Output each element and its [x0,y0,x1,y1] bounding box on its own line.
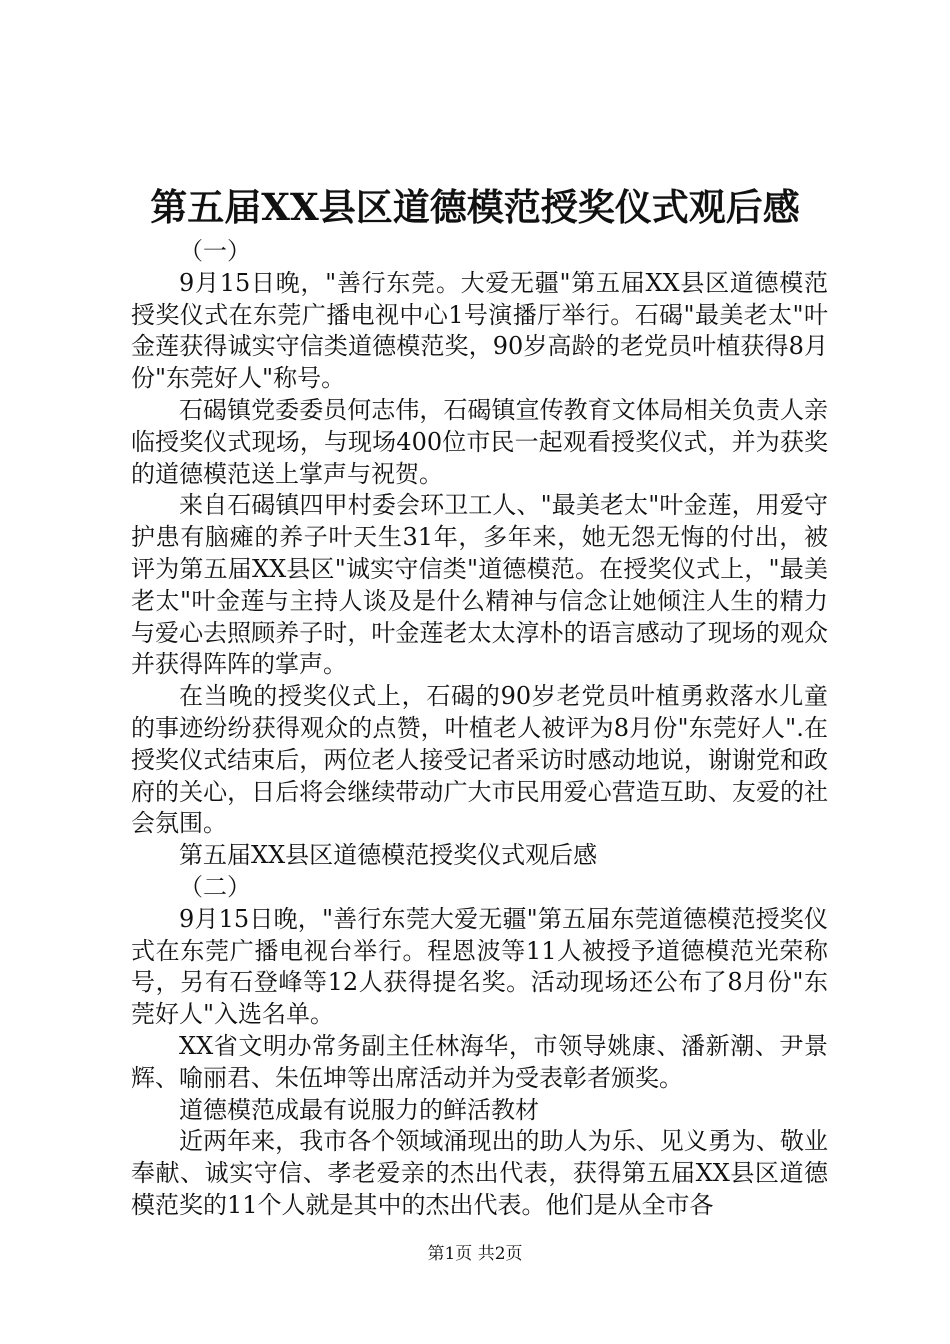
paragraph: 近两年来，我市各个领域涌现出的助人为乐、见义勇为、敬业奉献、诚实守信、孝老爱亲的杰出代表，获得第五届XX县区道德模范奖的11个人就是其中的杰出代表。他们是从全市各 [131,1127,828,1219]
document-body [131,236,828,1222]
section-number-two: （二） [179,872,251,901]
paragraph: 石碣镇党委委员何志伟，石碣镇宣传教育文体局相关负责人亲临授奖仪式现场，与现场400位市民一起观看授奖仪式，并为获奖的道德模范送上掌声与祝贺。 [131,395,828,488]
paragraph: 在当晚的授奖仪式上，石碣的90岁老党员叶植勇救落水儿童的事迹纷纷获得观众的点赞，叶植老人被评为8月份"东莞好人".在授奖仪式结束后，两位老人接受记者采访时感动地说，谢谢党和政府的关心，日后将会继续带动广大市民用爱心营造互助、友爱的社会氛围。 [131,682,828,838]
paragraph: 9月15日晚，"善行东莞大爱无疆"第五届东莞道德模范授奖仪式在东莞广播电视台举行。程恩波等11人被授予道德模范光荣称号，另有石登峰等12人获得提名奖。活动现场还公布了8月份"东莞好人"入选名单。 [131,904,828,1029]
paragraph: 9月15日晚，"善行东莞。大爱无疆"第五届XX县区道德模范授奖仪式在东莞广播电视中心1号演播厅举行。石碣"最美老太"叶金莲获得诚实守信类道德模范奖，90岁高龄的老党员叶植获得8月份"东莞好人"称号。 [131,268,828,393]
paragraph: 来自石碣镇四甲村委会环卫工人、"最美老太"叶金莲，用爱守护患有脑瘫的养子叶天生31年，多年来，她无怨无悔的付出，被评为第五届XX县区"诚实守信类"道德模范。在授奖仪式上，"最美老太"叶金莲与主持人谈及是什么精神与信念让她倾注人生的精力与爱心去照顾养子时，叶金莲老太太淳朴的语言感动了现场的观众并获得阵阵的掌声。 [131,491,828,679]
subheading: 第五届XX县区道德模范授奖仪式观后感 [179,841,598,870]
document-title: 第五届XX县区道德模范授奖仪式观后感 [150,185,800,229]
subheading: 道德模范成最有说服力的鲜活教材 [179,1095,539,1124]
section-number-one: （一） [179,237,251,265]
page-footer: 第1页 共2页 [427,1244,523,1264]
paragraph: XX省文明办常务副主任林海华，市领导姚康、潘新潮、尹景辉、喻丽君、朱伍坤等出席活动并为受表彰者颁奖。 [131,1031,828,1092]
